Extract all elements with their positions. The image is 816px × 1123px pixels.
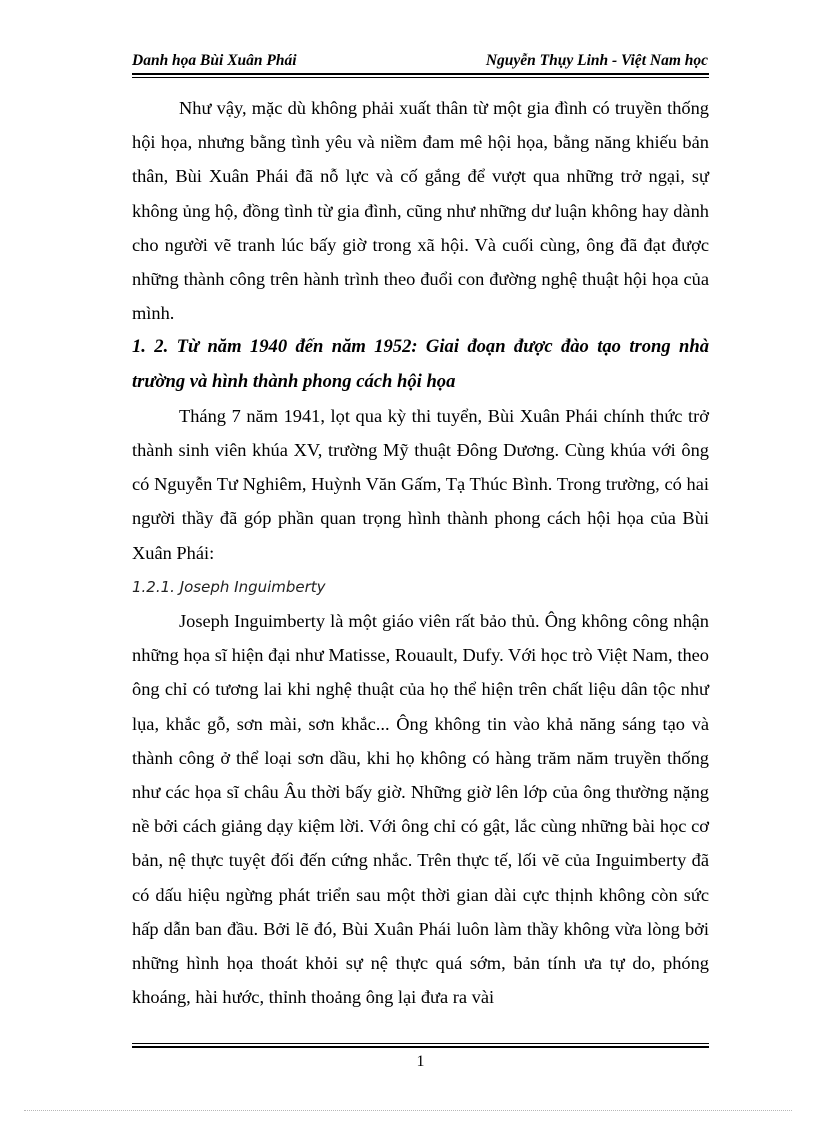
header-title: Danh họa Bùi Xuân Phái	[132, 52, 297, 69]
running-header	[132, 50, 708, 72]
page-number: 1	[416, 1053, 425, 1070]
paragraph-3: Joseph Inguimberty là một giáo viên rất bảo thủ. Ông không công nhận những họa sĩ hiện đại như Matisse, Rouault, Dufy. Với học trò Việt Nam, theo ông chỉ có tương lai khi nghệ thuật của họ thể hiện trên chất liệu dân tộc như lụa, khắc gỗ, sơn mài, sơn khắc... Ông không tin vào khả năng sáng tạo và thành công ở thể loại sơn dầu, khi họ không có hàng trăm năm truyền thống như các họa sĩ châu Âu thời bấy giờ. Những giờ lên lớp của ông thường nặng nề bởi cách giảng dạy kiệm lời. Với ông chỉ có gật, lắc cùng những bài học cơ bản, nệ thực tuyệt đối đến cứng nhắc. Trên thực tế, lối vẽ của Inguimberty đã có dấu hiệu ngừng phát triển sau một thời gian dài cực thịnh không còn sức hấp dẫn ban đầu. Bởi lẽ đó, Bùi Xuân Phái luôn làm thầy không vừa lòng bởi những hình họa thoát khỏi sự nệ thực quá sớm, bản tính ưa tự do, phóng khoáng, hài hước, thỉnh thoảng ông lại đưa ra vài	[132, 611, 709, 1008]
section-heading-1-2: 1. 2. Từ năm 1940 đến năm 1952: Giai đoạn được đào tạo trong nhà trường và hình thành phong cách hội họa	[132, 336, 709, 392]
subsection-heading-1-2-1: 1.2.1. Joseph Inguimberty	[132, 577, 326, 596]
header-rule-thin	[132, 77, 709, 78]
header-rule-thick	[132, 73, 709, 75]
page-body	[132, 91, 709, 1014]
paragraph-1: Như vậy, mặc dù không phải xuất thân từ một gia đình có truyền thống hội họa, nhưng bằng tình yêu và niềm đam mê hội họa, bằng năng khiếu bản thân, Bùi Xuân Phái đã nỗ lực và cố gắng để vượt qua những trở ngại, sự không ủng hộ, đồng tình từ gia đình, cũng như những dư luận không hay dành cho người vẽ tranh lúc bấy giờ trong xã hội. Và cuối cùng, ông đã đạt được những thành công trên hành trình theo đuổi con đường nghệ thuật hội họa của mình.	[132, 98, 709, 324]
page-boundary-dotted-line	[24, 1110, 792, 1111]
footer-rule-thick	[132, 1046, 709, 1048]
header-author: Nguyễn Thụy Linh - Việt Nam học	[485, 52, 708, 69]
paragraph-2: Tháng 7 năm 1941, lọt qua kỳ thi tuyển, Bùi Xuân Phái chính thức trở thành sinh viên khúa XV, trường Mỹ thuật Đông Dương. Cùng khúa với ông có Nguyễn Tư Nghiêm, Huỳnh Văn Gấm, Tạ Thúc Bình. Trong trường, có hai người thầy đã góp phần quan trọng hình thành phong cách hội họa của Bùi Xuân Phái:	[132, 405, 709, 563]
footer-rule-thin	[132, 1043, 709, 1044]
